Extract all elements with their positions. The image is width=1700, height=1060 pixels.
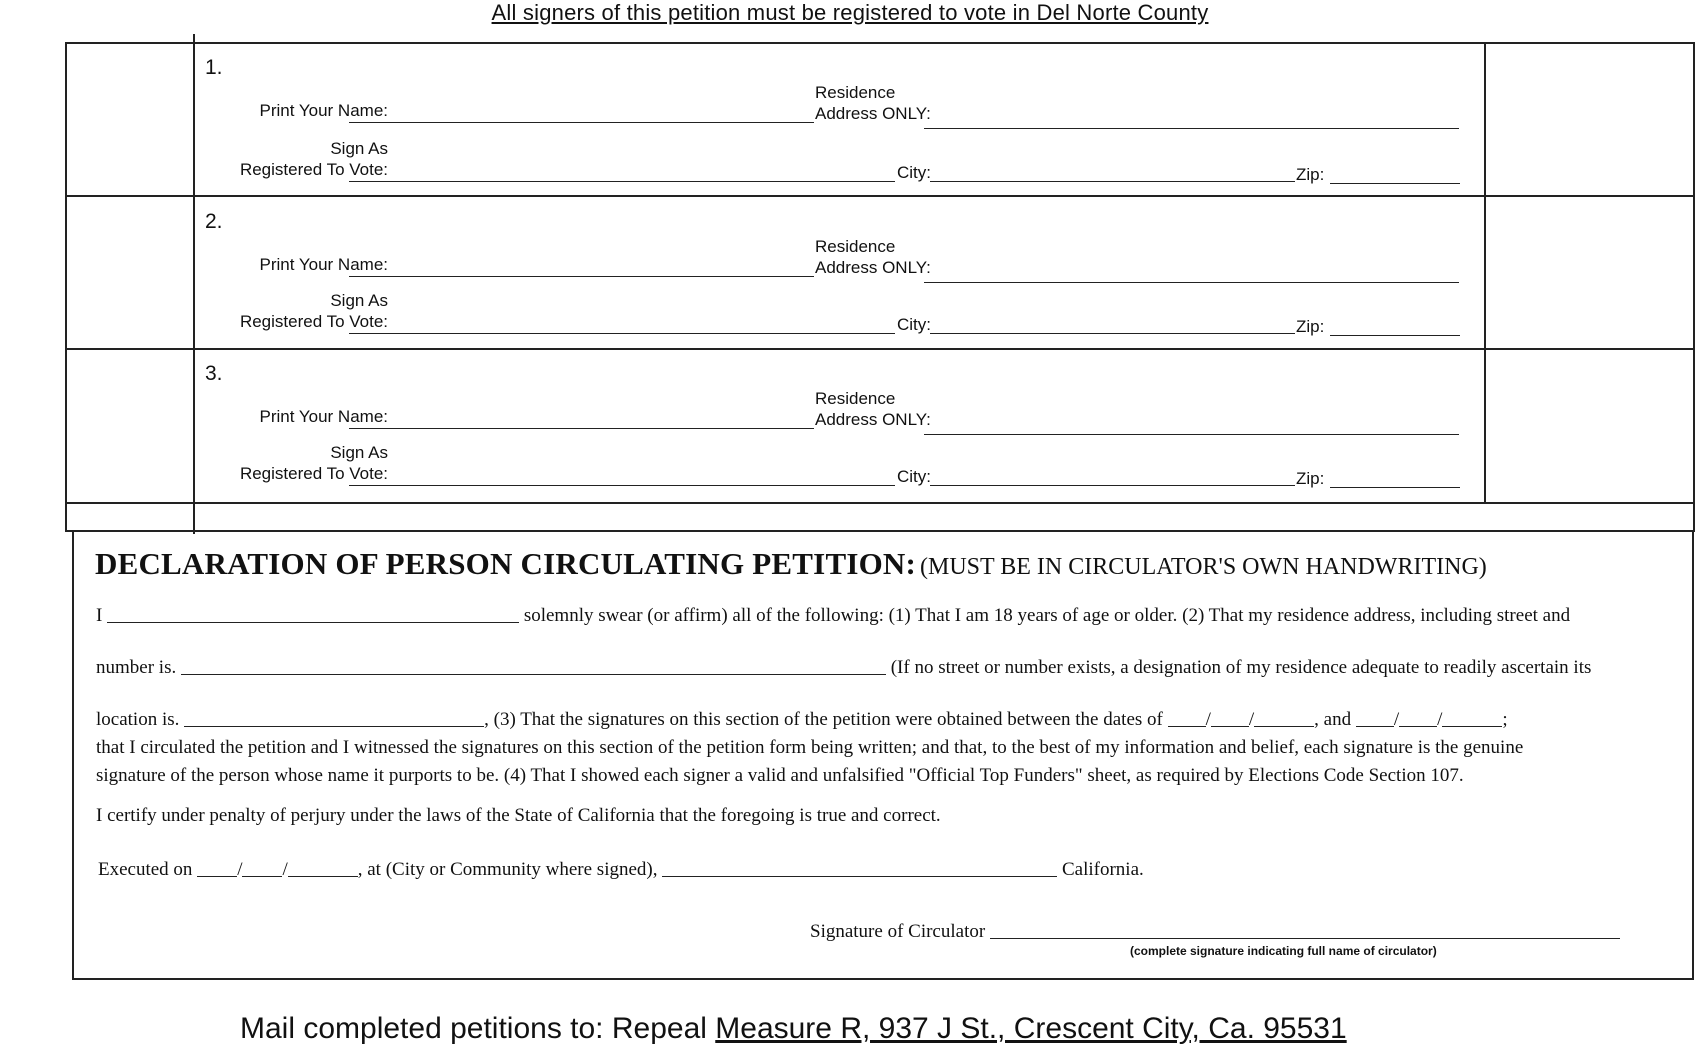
declaration-title: DECLARATION OF PERSON CIRCULATING PETITION: (MUST BE IN CIRCULATOR'S OWN HANDWRITING) <box>95 546 1487 581</box>
declaration-line-4: that I circulated the petition and I witnessed the signatures on this section of the petition form being written; and that, to the best of my information and belief, each signature is the genuine <box>96 737 1524 758</box>
end-year-field[interactable] <box>1442 708 1502 727</box>
certification-statement: I certify under penalty of perjury under the laws of the State of California that the foregoing is true and correct. <box>96 805 941 826</box>
residence-address-field[interactable] <box>924 434 1459 435</box>
print-name-label: Print Your Name: <box>259 101 388 120</box>
declaration-line-3: location is. , (3) That the signatures on this section of the petition were obtained between the dates of / / , and / / ; <box>96 709 1508 730</box>
signer-row <box>195 350 1485 502</box>
print-name-label: Print Your Name: <box>259 255 388 274</box>
row-separator <box>65 502 1695 504</box>
signature-field[interactable] <box>349 333 895 334</box>
declaration-line-1: I solemnly swear (or affirm) all of the following: (1) That I am 18 years of age or older. (2) That my residence address, including street and <box>96 605 1571 626</box>
signer-row <box>195 44 1485 196</box>
mailing-instructions: Mail completed petitions to: Repeal Measure R, 937 J St., Crescent City, Ca. 95531 <box>240 1012 1347 1045</box>
end-day-field[interactable] <box>1399 708 1437 727</box>
sign-as-label: Sign As Registered To Vote: <box>239 291 388 331</box>
signature-note: (complete signature indicating full name of circulator) <box>1130 944 1437 958</box>
signature-field[interactable] <box>349 485 895 486</box>
declaration-line-5: signature of the person whose name it purports to be. (4) That I showed each signer a valid and unfalsified "Official Top Funders" sheet, as required by Elections Code Section 107. <box>96 765 1464 786</box>
sign-as-label: Sign As Registered To Vote: <box>239 443 388 483</box>
zip-field[interactable] <box>1330 487 1460 488</box>
residence-label: Residence Address ONLY: <box>815 389 931 429</box>
print-name-field[interactable] <box>349 428 814 429</box>
city-label: City: <box>897 163 931 182</box>
eligibility-banner: All signers of this petition must be registered to vote in Del Norte County <box>491 0 1209 25</box>
city-field[interactable] <box>930 485 1295 486</box>
start-day-field[interactable] <box>1211 708 1249 727</box>
declaration-line-2: number is. (If no street or number exists, a designation of my residence adequate to readily ascertain its <box>96 657 1592 678</box>
execution-line: Executed on / / , at (City or Community where signed), California. <box>98 859 1144 880</box>
residence-label: Residence Address ONLY: <box>815 237 931 277</box>
signature-line: Signature of Circulator <box>810 920 1620 944</box>
row-number: 1. <box>205 56 223 79</box>
circulator-location-field[interactable] <box>184 708 484 727</box>
print-name-field[interactable] <box>349 276 814 277</box>
executed-year-field[interactable] <box>288 858 358 877</box>
city-field[interactable] <box>930 333 1295 334</box>
zip-label: Zip: <box>1296 165 1325 184</box>
row-number: 2. <box>205 210 223 233</box>
circulator-address-field[interactable] <box>181 656 886 675</box>
end-month-field[interactable] <box>1356 708 1394 727</box>
print-name-field[interactable] <box>349 122 814 123</box>
residence-label: Residence Address ONLY: <box>815 83 931 123</box>
city-label: City: <box>897 467 931 486</box>
city-field[interactable] <box>930 181 1295 182</box>
zip-label: Zip: <box>1296 469 1325 488</box>
zip-field[interactable] <box>1330 335 1460 336</box>
residence-address-field[interactable] <box>924 128 1459 129</box>
executed-month-field[interactable] <box>197 858 237 877</box>
circulator-signature-field[interactable] <box>990 920 1620 939</box>
residence-address-field[interactable] <box>924 282 1459 283</box>
start-month-field[interactable] <box>1168 708 1206 727</box>
start-year-field[interactable] <box>1254 708 1314 727</box>
sign-as-label: Sign As Registered To Vote: <box>239 139 388 179</box>
signature-field[interactable] <box>349 181 895 182</box>
city-label: City: <box>897 315 931 334</box>
print-name-label: Print Your Name: <box>259 407 388 426</box>
zip-field[interactable] <box>1330 183 1460 184</box>
circulator-name-field[interactable] <box>107 604 519 623</box>
executed-day-field[interactable] <box>242 858 282 877</box>
row-number: 3. <box>205 362 223 385</box>
signer-row <box>195 198 1485 350</box>
zip-label: Zip: <box>1296 317 1325 336</box>
executed-city-field[interactable] <box>662 858 1057 877</box>
